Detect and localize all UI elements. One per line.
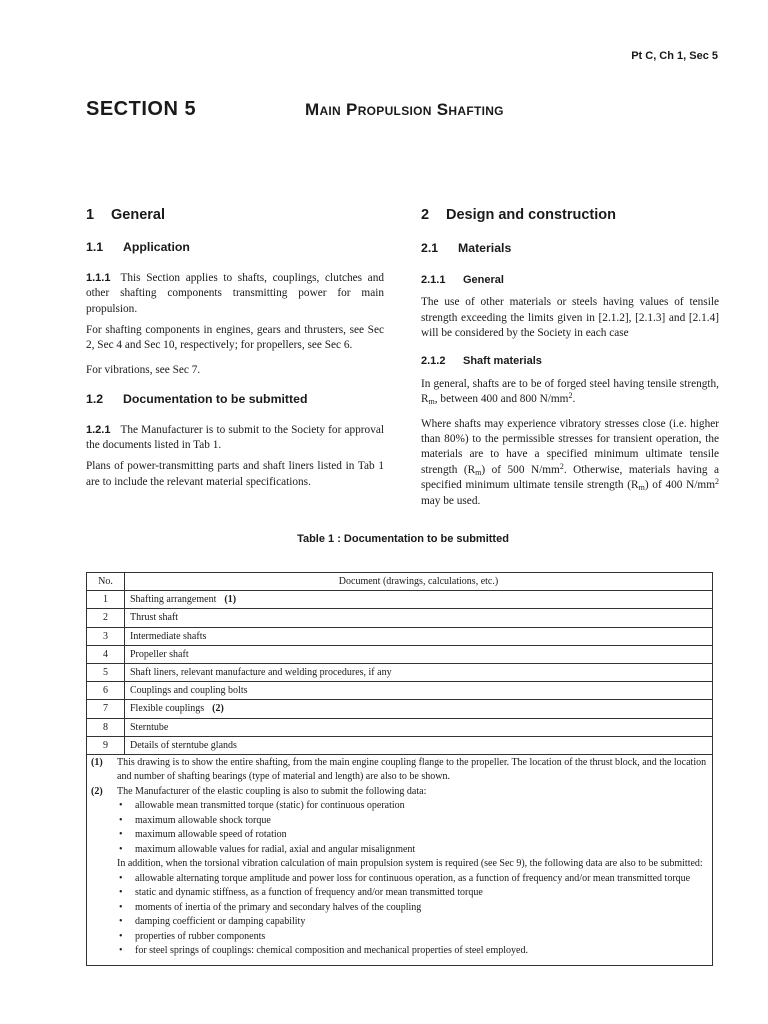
heading-text: Design and construction	[446, 207, 616, 223]
column-header-document: Document (drawings, calculations, etc.)	[125, 573, 713, 591]
bullet-icon: •	[119, 930, 123, 942]
note-bullet-item	[117, 886, 708, 901]
text-run: may be used.	[421, 494, 481, 507]
bullet-icon: •	[119, 945, 123, 957]
bullet-icon: •	[119, 829, 123, 841]
document-name: Intermediate shafts	[130, 630, 207, 642]
bullet-text: maximum allowable shock torque	[135, 814, 271, 826]
note-text: In addition, when the torsional vibration calculation of main propulsion system is required (see Sec 9), the following data are also to be submitted:	[117, 858, 703, 870]
note-bullet-item	[117, 814, 708, 829]
note-bullet-item	[117, 930, 708, 945]
heading-number: 2	[421, 207, 430, 223]
heading-number: 1.1	[86, 240, 104, 255]
heading-application	[86, 240, 384, 255]
paragraph-forged-steel	[421, 377, 719, 408]
heading-shaft-materials	[421, 354, 719, 369]
heading-number: 1	[86, 207, 95, 223]
row-number: 3	[87, 627, 125, 645]
bullet-text: maximum allowable speed of rotation	[135, 829, 287, 841]
table-row	[87, 627, 713, 645]
text-run: , between 400 and 800 N/mm	[434, 393, 569, 406]
table-notes-row	[87, 754, 713, 965]
bullet-icon: •	[119, 843, 123, 855]
table-row	[87, 663, 713, 681]
document-name: Thrust shaft	[130, 612, 179, 624]
row-number: 2	[87, 609, 125, 627]
section-title: Main Propulsion Shafting	[305, 100, 504, 119]
table-notes	[87, 754, 713, 965]
heading-text: Documentation to be submitted	[123, 392, 308, 407]
bullet-text: maximum allowable values for radial, axial and angular misalignment	[135, 843, 416, 855]
row-document	[125, 663, 713, 681]
bullet-text: damping coefficient or damping capability	[135, 916, 306, 928]
bullet-icon: •	[119, 800, 123, 812]
bullet-text: for steel springs of couplings: chemical composition and mechanical properties of steel employed.	[135, 945, 528, 957]
subscript: m	[475, 467, 482, 477]
superscript: 2	[715, 477, 719, 487]
text-run: In general, shafts are to be of forged steel having tensile strength, R	[421, 377, 719, 406]
table-row	[87, 609, 713, 627]
row-document	[125, 736, 713, 754]
paragraph-1-1-1	[86, 271, 384, 317]
bullet-icon: •	[119, 872, 123, 884]
subscript: m	[428, 397, 435, 407]
heading-number: 2.1	[421, 241, 439, 256]
row-number: 7	[87, 700, 125, 718]
note-bullet-item	[117, 872, 708, 887]
left-column	[86, 208, 384, 490]
note-text: This drawing is to show the entire shafting, from the main engine coupling flange to the propeller. The location of the thrust block, and the location and number of shafting bearings (type of material and length) are also to be shown.	[117, 756, 707, 783]
note-text: The Manufacturer of the elastic coupling is also to submit the following data:	[117, 785, 427, 797]
note-bullet-list	[117, 799, 708, 857]
bullet-text: allowable mean transmitted torque (static) for continuous operation	[135, 800, 405, 812]
paragraph-2-1-1: The use of other materials or steels having values of tensile strength exceeding the limits given in [2.1.2], [2.1.3] and [2.1.4] will be considered by the Society in each case	[421, 296, 719, 340]
text-run: Where shafts may experience vibratory stresses close (i.e. higher than 80%) to the permissible stresses for transient operation, the materials are to have a specified minimum ultimate tensile strength (R	[421, 417, 719, 476]
note-bullet-item	[117, 828, 708, 843]
note-bullet-list	[117, 872, 708, 959]
note-bullet-item	[117, 901, 708, 916]
paragraph-number: 1.2.1	[86, 423, 111, 436]
heading-text: General	[463, 273, 504, 286]
text-run: ) of 400 N/mm	[644, 479, 715, 492]
table-row	[87, 682, 713, 700]
heading-materials	[421, 241, 719, 256]
table-title: Table 1 : Documentation to be submitted	[297, 533, 509, 545]
text-run: ) of 500 N/mm	[481, 463, 560, 476]
row-document	[125, 700, 713, 718]
note-body	[117, 785, 708, 959]
heading-text: Application	[123, 240, 190, 255]
note-reference: (2)	[212, 703, 224, 715]
column-header-no: No.	[87, 573, 125, 591]
row-number: 9	[87, 736, 125, 754]
bullet-text: properties of rubber components	[135, 930, 266, 942]
row-document	[125, 609, 713, 627]
row-document	[125, 682, 713, 700]
row-number: 5	[87, 663, 125, 681]
row-document	[125, 627, 713, 645]
documentation-table	[86, 572, 713, 966]
heading-general	[86, 208, 384, 223]
heading-design-construction	[421, 208, 719, 223]
row-number: 4	[87, 645, 125, 663]
bullet-icon: •	[119, 901, 123, 913]
paragraph-vibratory-stresses	[421, 417, 719, 509]
bullet-text: moments of inertia of the primary and secondary halves of the coupling	[135, 901, 422, 913]
page-reference: Pt C, Ch 1, Sec 5	[631, 50, 718, 62]
bullet-icon: •	[119, 916, 123, 928]
table-row	[87, 591, 713, 609]
bullet-text: static and dynamic stiffness, as a function of frequency and/or mean transmitted torque	[135, 887, 483, 899]
document-name: Sterntube	[130, 721, 169, 733]
heading-general-materials	[421, 273, 719, 288]
row-number: 6	[87, 682, 125, 700]
table-header-row	[87, 573, 713, 591]
note-reference: (1)	[224, 594, 237, 606]
row-document	[125, 591, 713, 609]
section-number: SECTION 5	[86, 98, 197, 120]
heading-number: 2.1.2	[421, 355, 446, 368]
document-name: Shaft liners, relevant manufacture and welding procedures, if any	[130, 667, 392, 679]
subscript: m	[638, 483, 645, 493]
table-row	[87, 718, 713, 736]
superscript: 2	[559, 461, 564, 471]
row-document	[125, 645, 713, 663]
document-name: Propeller shaft	[130, 648, 189, 660]
document-name: Details of sterntube glands	[130, 739, 237, 751]
document-name: Shafting arrangement	[130, 594, 217, 606]
heading-text: Materials	[458, 241, 512, 256]
document-name: Couplings and coupling bolts	[130, 685, 248, 697]
note-bullet-item	[117, 843, 708, 858]
note-number: (2)	[91, 785, 103, 797]
paragraph-vibrations: For vibrations, see Sec 7.	[86, 363, 201, 376]
text-run: . Otherwise, materials having a specified minimum ultimate tensile strength (R	[421, 463, 719, 492]
paragraph-text: The Manufacturer is to submit to the Society for approval the documents listed in Tab 1.	[86, 423, 384, 452]
right-column	[421, 208, 719, 509]
heading-text: Shaft materials	[463, 355, 542, 368]
note-2	[91, 785, 708, 959]
heading-number: 1.2	[86, 392, 104, 407]
text-run: .	[572, 393, 576, 406]
paragraph-shafting-components: For shafting components in engines, gears and thrusters, see Sec 2, Sec 4 and Sec 10, respectively; for propellers, see Sec 6.	[86, 324, 384, 352]
row-number: 1	[87, 591, 125, 609]
bullet-icon: •	[119, 887, 123, 899]
paragraph-1-2-1	[86, 423, 384, 454]
table-row	[87, 700, 713, 718]
row-number: 8	[87, 718, 125, 736]
table-row	[87, 736, 713, 754]
table-row	[87, 645, 713, 663]
row-document	[125, 718, 713, 736]
paragraph-text: This Section applies to shafts, couplings, clutches and other shafting components transmitting power for main propulsion.	[86, 271, 384, 315]
note-1	[91, 756, 708, 785]
note-bullet-item	[117, 915, 708, 930]
superscript: 2	[568, 391, 573, 401]
heading-documentation	[86, 392, 384, 407]
heading-number: 2.1.1	[421, 273, 446, 286]
paragraph-plans: Plans of power-transmitting parts and shaft liners listed in Tab 1 are to include the relevant material specifications.	[86, 460, 384, 488]
note-bullet-item	[117, 944, 708, 959]
document-name: Flexible couplings	[130, 703, 205, 715]
note-number: (1)	[91, 756, 103, 768]
heading-text: General	[111, 207, 165, 223]
bullet-text: allowable alternating torque amplitude and power loss for continuous operation, as a function of frequency and/or mean transmitted torque	[135, 872, 691, 884]
note-bullet-item	[117, 799, 708, 814]
bullet-icon: •	[119, 814, 123, 826]
paragraph-number: 1.1.1	[86, 271, 111, 284]
